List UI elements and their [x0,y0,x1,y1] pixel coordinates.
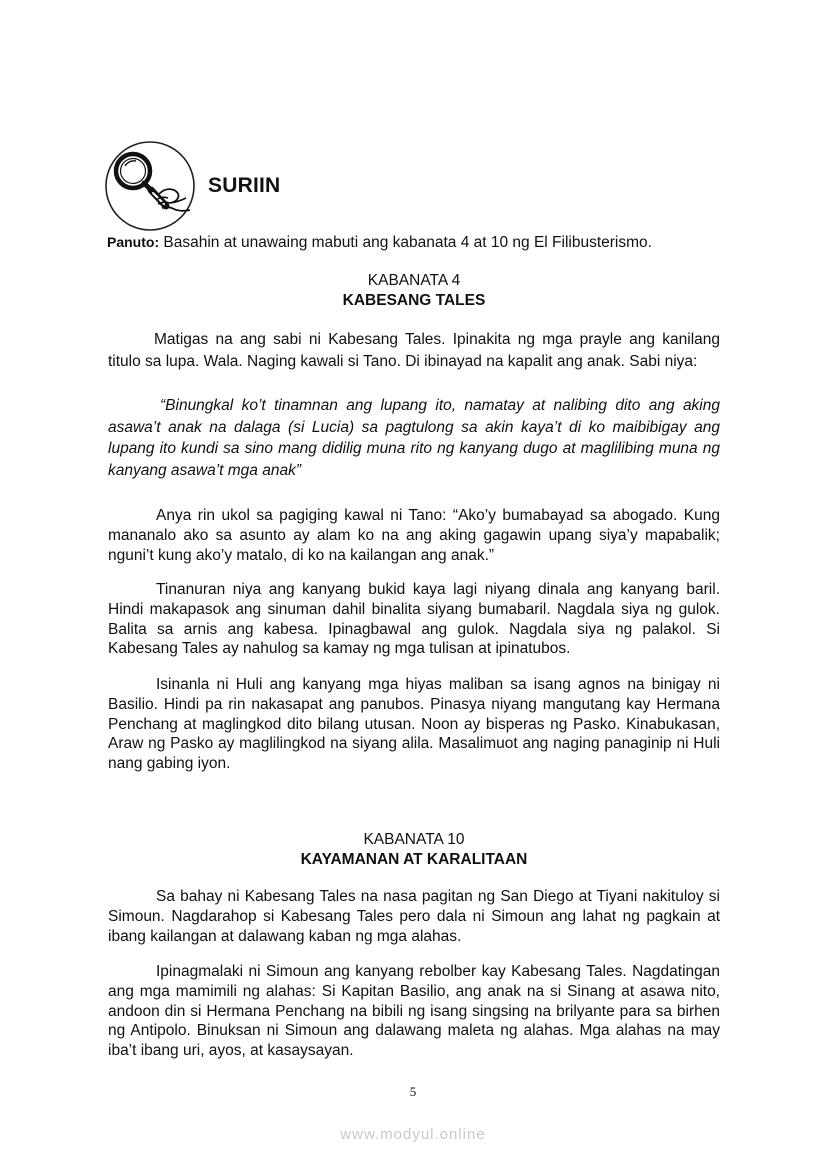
paragraph: Anya rin ukol sa pagiging kawal ni Tano: “Ako’y bumabayad sa abogado. Kung mananalo ako sa asunto ay alam ko na ang aking gagawin upang siya’y mapabalik; nguni’t kung ako’y matalo, di ko na kailangan ang anak.” [108,507,720,564]
quote-paragraph: “Binungkal ko’t tinamnan ang lupang ito, namatay at nalibing dito ang aking asawa’t anak na dalaga (si Lucia) sa pagtulong sa akin kaya’t di ko maibibigay ang lupang ito kundi sa sino mang didilig muna rito ng kanyang dugo at maglilibing muna ng kanyang asawa’t mga anak” [108,397,720,479]
chapter-title: KAYAMANAN AT KARALITAAN [300,851,528,868]
chapter-title: KABESANG TALES [342,292,486,309]
instruction-text: Basahin at unawaing mabuti ang kabanata 4 at 10 ng El Filibusterismo. [159,234,652,251]
watermark: www.modyul.online [340,1126,486,1143]
instruction-label: Panuto: [107,234,160,250]
paragraph: Tinanuran niya ang kanyang bukid kaya lagi niyang dinala ang kanyang baril. Hindi makapasok ang sinuman dahil binalita siyang bumabaril. Nagdala siya ng gulok. Balita sa arnis ang kabesa. Ipinagbawal ang gulok. Nagdala siya ng palakol. Si Kabesang Tales ay nahulog sa kamay ng mga tulisan at ipinatubos. [108,581,720,658]
chapter-heading [108,271,720,311]
paragraph: Isinanla ni Huli ang kanyang mga hiyas maliban sa isang agnos na binigay ni Basilio. Hindi pa rin nakasapat ang panubos. Pinasya niyang mangutang kay Hermana Penchang at maglingkod dito bilang utusan. Noon ay bisperas ng Pasko. Kinabukasan, Araw ng Pasko ay maglilingkod na siyang alila. Masalimuot ang naging panaginip ni Huli nang gabing iyon. [108,676,720,773]
paragraph: Ipinagmalaki ni Simoun ang kanyang rebolber kay Kabesang Tales. Nagdatingan ang mga mamimili ng alahas: Si Kapitan Basilio, ang anak na si Sinang at asawa nito, andoon din si Hermana Penchang na bibili ng isang singsing na brilyante para sa birhen ng Antipolo. Binuksan ni Simoun ang dalawang maleta ng alahas. Mga alahas na may iba’t ibang uri, ayos, at kasaysayan. [108,963,720,1060]
section-title: SURIIN [208,174,281,197]
page-number: 5 [409,1084,417,1099]
chapter-number: KABANATA 10 [363,831,465,848]
instruction-line [107,234,652,252]
chapter-number: KABANATA 4 [367,272,461,289]
section-header [104,140,280,232]
paragraph: Sa bahay ni Kabesang Tales na nasa pagitan ng San Diego at Tiyani nakituloy si Simoun. Nagdarahop si Kabesang Tales pero dala ni Simoun ang lahat ng pagkain at ibang kailangan at dalawang kaban ng mga alahas. [108,888,720,945]
chapter-heading [108,830,720,870]
paragraph: Matigas na ang sabi ni Kabesang Tales. Ipinakita ng mga prayle ang kanilang titulo sa lupa. Wala. Naging kawali si Tano. Di ibinayad na kapalit ang anak. Sabi niya: [108,331,720,370]
magnifying-glass-icon [104,140,196,232]
